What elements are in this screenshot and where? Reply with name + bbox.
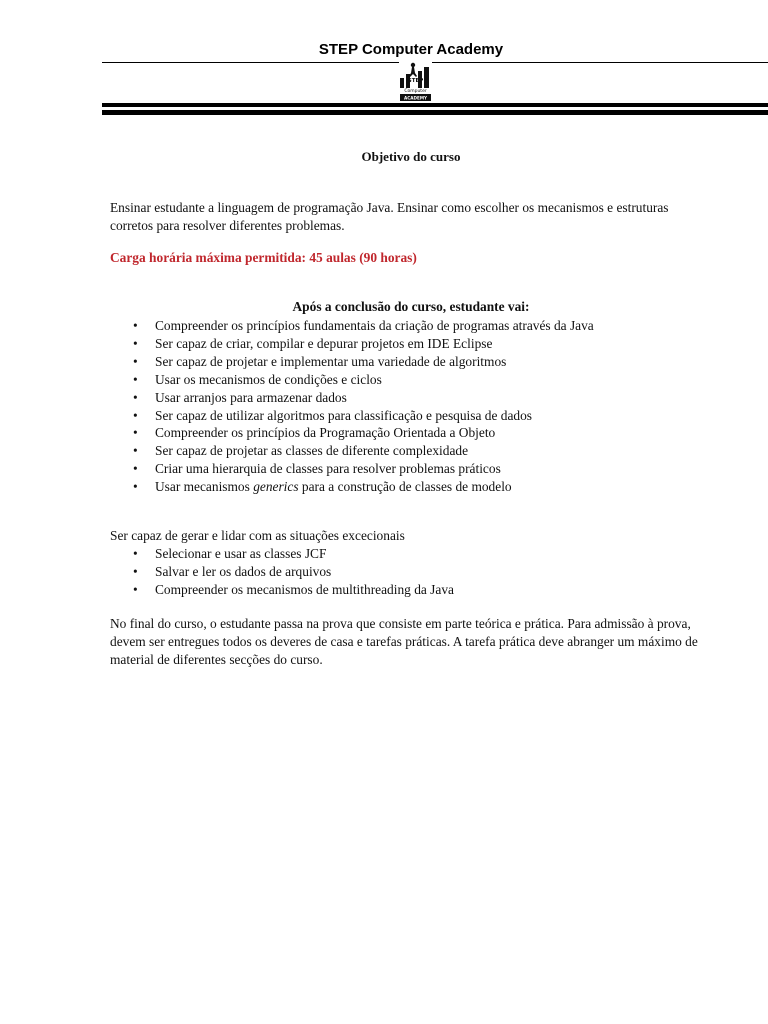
list-item (110, 353, 594, 371)
list-item-text: Usar os mecanismos de condições e ciclos (155, 371, 382, 387)
list-item (110, 581, 454, 599)
bullet-icon: • (133, 353, 138, 369)
intro-paragraph: Ensinar estudante a linguagem de programação Java. Ensinar como escolher os mecanismos e estruturas corretos para resolver diferentes problemas. (110, 200, 669, 233)
course-hours: Carga horária máxima permitida: 45 aulas (90 horas) (110, 250, 417, 265)
list-item (110, 545, 454, 563)
bullet-icon: • (133, 479, 138, 495)
outcomes-title: Após a conclusão do curso, estudante vai: (292, 299, 530, 314)
final-paragraph: No final do curso, o estudante passa na prova que consiste em parte teórica e prática. Para admissão à prova, devem ser entregues todos os deveres de casa e tarefas práticas. A tarefa prática deve abranger um máximo de material de diferentes secções do curso. (110, 616, 698, 667)
header-rule-thin (102, 62, 768, 63)
list-item (110, 442, 594, 460)
bullet-icon: • (133, 425, 138, 441)
bullet-icon: • (133, 318, 138, 333)
list-item-text-before: Usar mecanismos (155, 479, 254, 495)
list-item-text: Selecionar e usar as classes JCF (155, 546, 327, 561)
list-item (110, 478, 594, 496)
outcomes-list (110, 317, 594, 496)
list-item-text: Ser capaz de criar, compilar e depurar projetos em IDE Eclipse (155, 335, 493, 351)
list-item (110, 389, 594, 407)
list-item-text-after: para a construção de classes de modelo (298, 479, 512, 495)
list-item (110, 460, 594, 478)
logo-step-text: STEP (407, 78, 424, 84)
list-item (110, 424, 594, 442)
bullet-icon: • (133, 563, 138, 579)
list-item (110, 407, 594, 425)
list-item (110, 563, 454, 581)
step-academy-logo-icon (399, 62, 432, 102)
bullet-icon: • (133, 407, 138, 423)
list-item-text: Usar arranjos para armazenar dados (155, 389, 347, 405)
bullet-icon: • (133, 389, 138, 405)
list-item-text: Criar uma hierarquia de classes para resolver problemas práticos (155, 461, 501, 477)
list-item-text: Compreender os mecanismos de multithreading da Java (155, 581, 454, 597)
list-item-text: Salvar e ler os dados de arquivos (155, 563, 332, 579)
logo-academy-text: ACADEMY (403, 95, 428, 101)
header-rule-thick (102, 110, 768, 115)
bullet-icon: • (133, 546, 138, 561)
list-item (110, 335, 594, 353)
bullet-icon: • (133, 443, 138, 459)
bullet-icon: • (133, 371, 138, 387)
section-title: Objetivo do curso (361, 149, 461, 164)
bullet-icon: • (133, 335, 138, 351)
list-item-text-italic: generics (253, 479, 299, 495)
list-item-text: Ser capaz de utilizar algoritmos para classificação e pesquisa de dados (155, 407, 533, 423)
list-item-text: Ser capaz de projetar as classes de diferente complexidade (155, 443, 469, 459)
list-item-text: Ser capaz de projetar e implementar uma variedade de algoritmos (155, 353, 507, 369)
header-title: STEP Computer Academy (318, 41, 504, 58)
exceptions-paragraph: Ser capaz de gerar e lidar com as situações excecionais (110, 528, 405, 543)
logo-computer-text: Computer (404, 89, 427, 94)
header-rule-thick (102, 103, 768, 107)
list-item-text: Compreender os princípios da Programação Orientada a Objeto (155, 425, 496, 441)
list-item (110, 317, 594, 335)
list-item-text: Compreender os princípios fundamentais da criação de programas através da Java (155, 318, 594, 333)
bullet-icon: • (133, 461, 138, 477)
exceptions-list (110, 545, 454, 599)
bullet-icon: • (133, 581, 138, 597)
list-item (110, 371, 594, 389)
